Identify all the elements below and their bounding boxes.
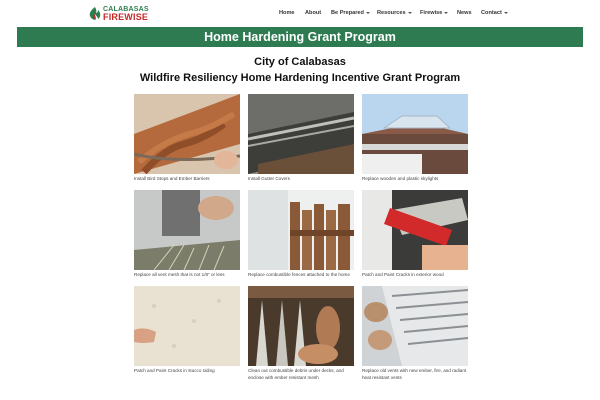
nav-item-home[interactable] — [279, 9, 295, 17]
card-caption: Install Bird Stops and Ember Barriers — [134, 176, 210, 181]
main-nav — [0, 9, 600, 21]
nav-label: Firewise — [420, 10, 443, 16]
page-title: Home Hardening Grant Program — [204, 30, 396, 44]
card-caption: Clean out combustible debris under decks, and enclose with ember resistant mesh — [248, 368, 344, 380]
card-caption: Replace old vents with new ember, fire, and radiant heat resistant vents — [362, 368, 467, 380]
card-caption: Replace combustible fences attached to the home — [248, 272, 350, 277]
nav-item-news[interactable] — [457, 9, 472, 17]
caulk-wood-photo — [362, 190, 468, 270]
nav-label: Resources — [377, 10, 406, 16]
card-caption: Replace all vent mesh that is not 1/8" or less — [134, 272, 225, 277]
card-caption: Replace wooden and plastic skylights — [362, 176, 439, 181]
nav-label: Home — [279, 10, 295, 16]
nav-item-about[interactable] — [305, 9, 321, 17]
deck-debris-photo — [248, 286, 354, 366]
wood-fence-photo — [248, 190, 354, 270]
gutter-cover-photo — [248, 94, 354, 174]
nav-item-be-prepared[interactable] — [331, 9, 370, 17]
city-heading: City of Calabasas — [254, 56, 346, 68]
nav-label: About — [305, 10, 322, 16]
chevron-down-icon — [408, 12, 412, 14]
logo-text-bottom: FIREWISE — [103, 12, 149, 22]
nav-item-contact[interactable] — [481, 9, 508, 17]
stucco-photo — [134, 286, 240, 366]
skylight-photo — [362, 94, 468, 174]
logo-text-top: CALABASAS — [103, 6, 149, 13]
ember-vent-photo — [362, 286, 468, 366]
vent-mesh-photo — [134, 190, 240, 270]
nav-label: Contact — [481, 10, 502, 16]
card-caption: Patch and Paint Cracks in stucco siding — [134, 368, 215, 373]
bird-stop-photo — [134, 94, 240, 174]
nav-item-firewise[interactable] — [420, 9, 448, 17]
card-caption: Patch and Paint Cracks in exterior wood — [362, 272, 444, 277]
chevron-down-icon — [444, 12, 448, 14]
chevron-down-icon — [504, 12, 508, 14]
site-header — [0, 0, 600, 28]
nav-label: Be Prepared — [331, 10, 364, 16]
page-banner — [17, 27, 583, 47]
nav-label: News — [457, 10, 472, 16]
card-caption: Install Gutter Covers — [248, 176, 290, 181]
nav-item-resources[interactable] — [377, 9, 412, 17]
chevron-down-icon — [366, 12, 370, 14]
program-heading: Wildfire Resiliency Home Hardening Incentive Grant Program — [139, 72, 461, 84]
